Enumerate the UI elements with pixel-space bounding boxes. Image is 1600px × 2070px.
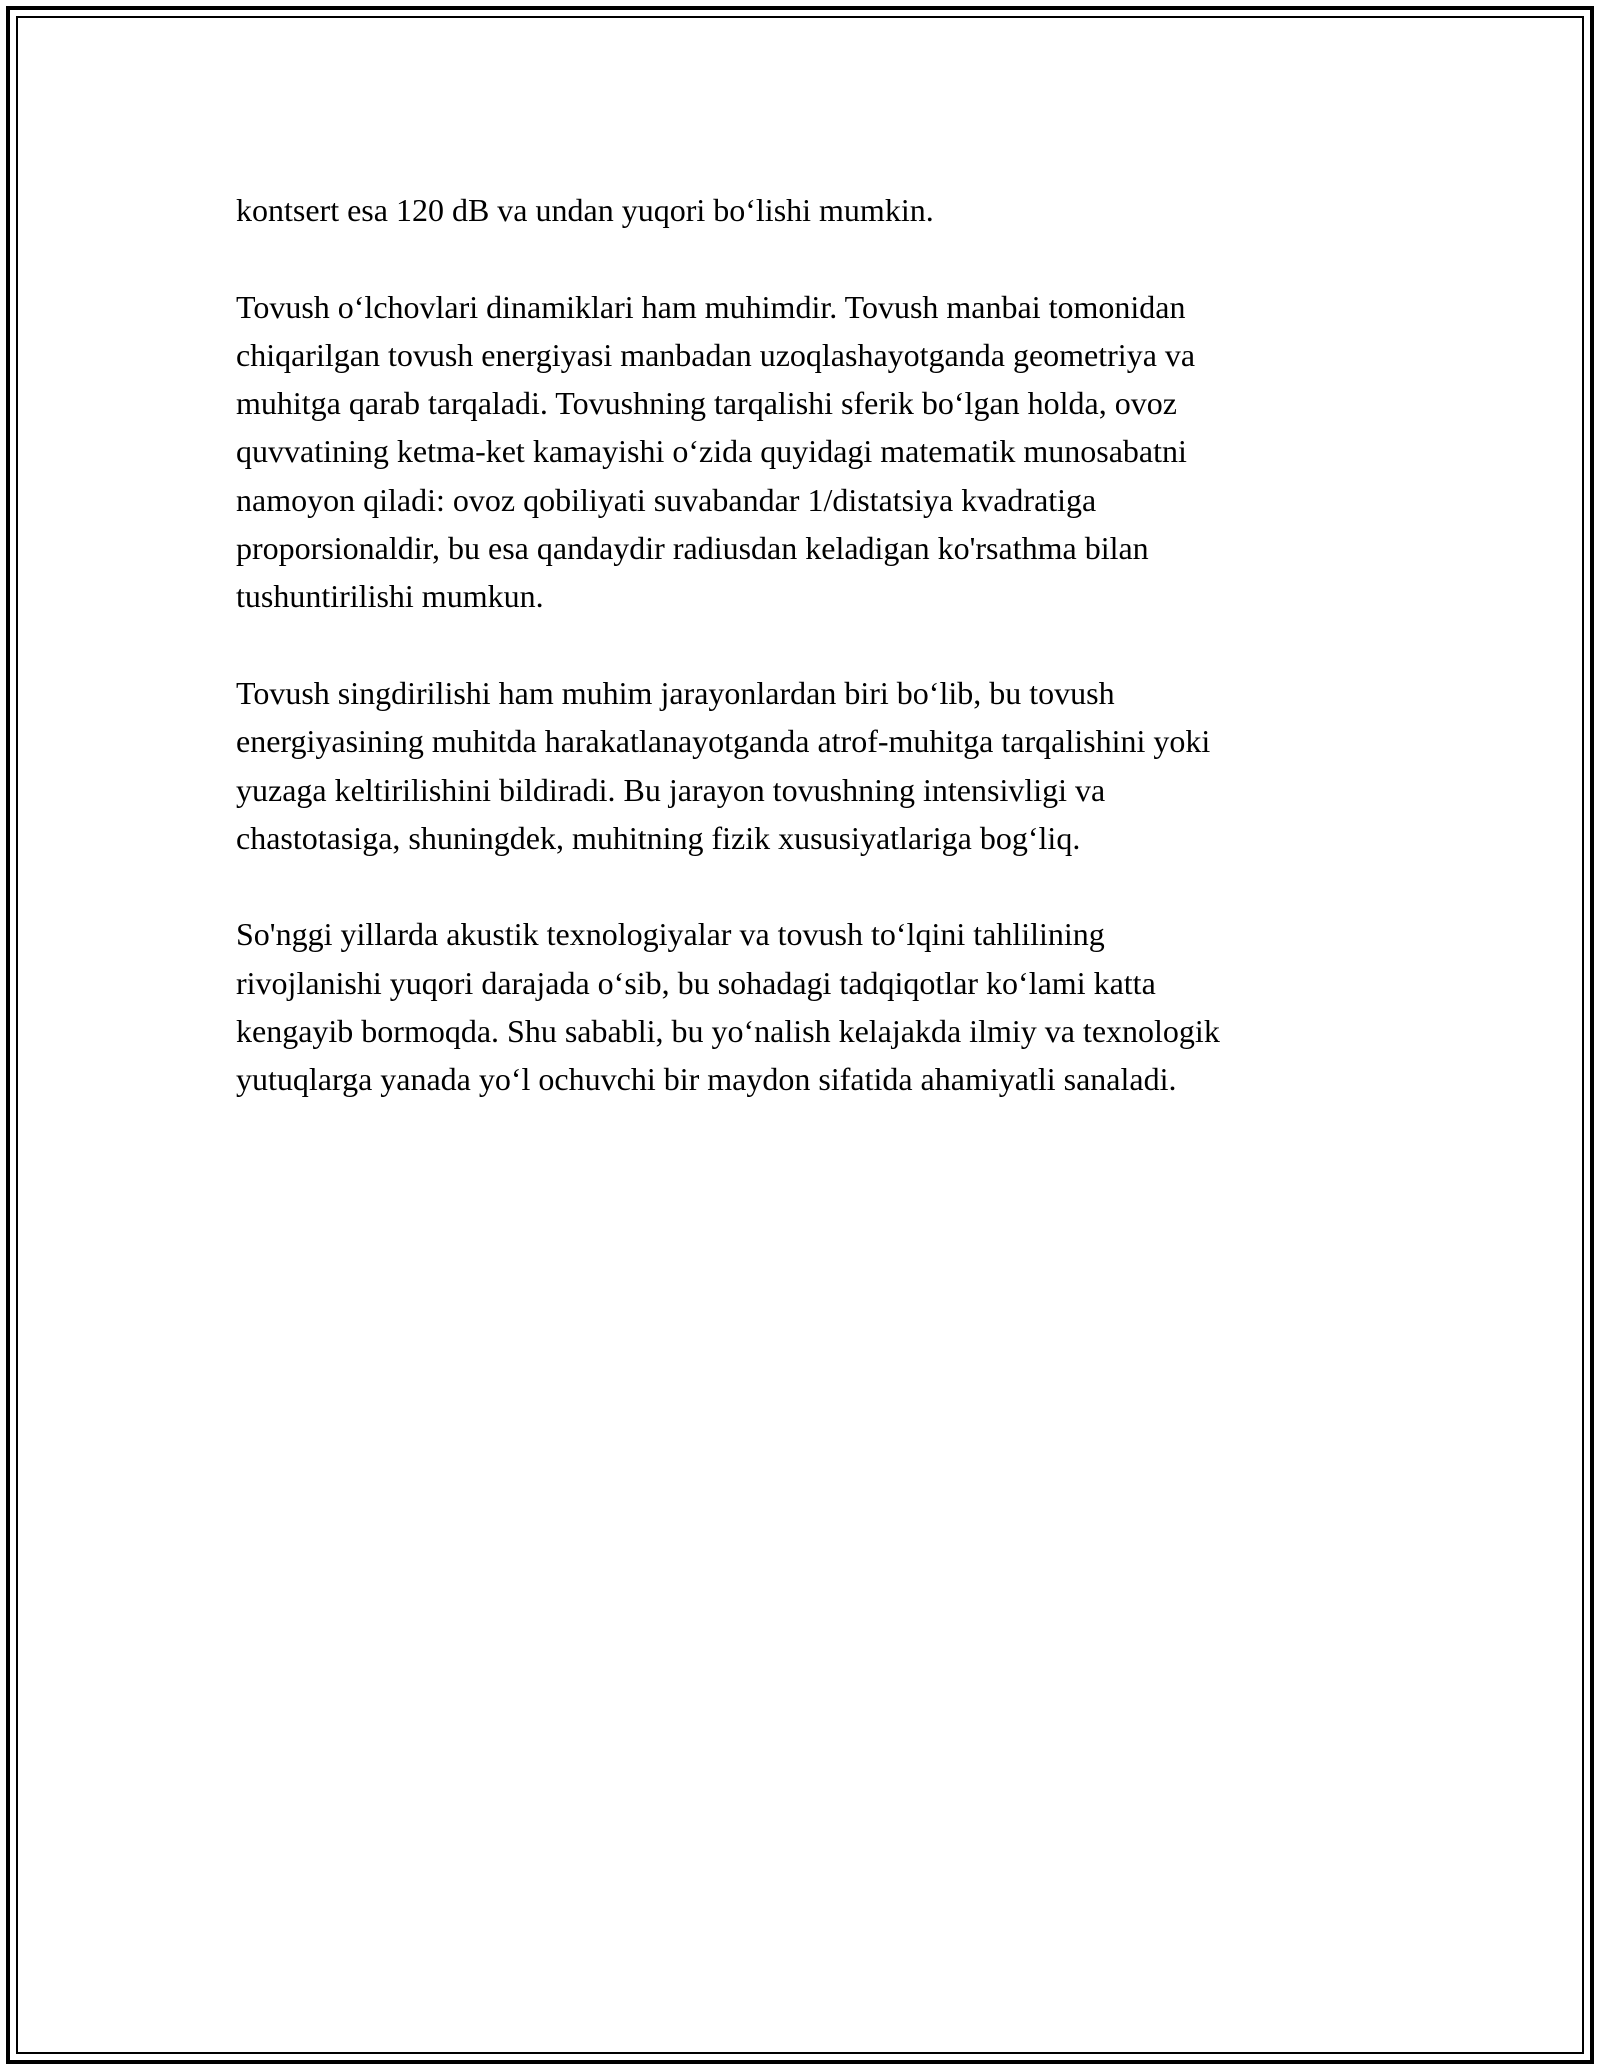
text-line: So'nggi yillarda akustik texnologiyalar va tovush to‘lqini tahlilining (236, 916, 1105, 953)
text-line: namoyon qiladi: ovoz qobiliyati suvabandar 1/distatsiya kvadratiga (236, 481, 1097, 518)
paragraph-2 (236, 283, 1386, 621)
text-line: chiqarilgan tovush energiyasi manbadan uzoqlashayotganda geometriya va (236, 336, 1196, 373)
text-line: Tovush o‘lchovlari dinamiklari ham muhimdir. Tovush manbai tomonidan (236, 288, 1186, 325)
text-line: rivojlanishi yuqori darajada o‘sib, bu sohadagi tadqiqotlar ko‘lami katta (236, 964, 1156, 1001)
text-line: tushuntirilishi mumkun. (236, 578, 544, 615)
paragraph-3 (236, 669, 1386, 862)
text-line: muhitga qarab tarqaladi. Tovushning tarqalishi sferik bo‘lgan holda, ovoz (236, 385, 1177, 422)
text-line: yutuqlarga yanada yo‘l ochuvchi bir maydon sifatida ahamiyatli sanaladi. (236, 1061, 1177, 1098)
text-line: quvvatining ketma-ket kamayishi o‘zida quyidagi matematik munosabatni (236, 433, 1187, 470)
text-line: kontsert esa 120 dB va undan yuqori bo‘lishi mumkin. (236, 192, 934, 228)
text-line: energiyasining muhitda harakatlanayotganda atrof-muhitga tarqalishini yoki (236, 723, 1211, 760)
text-line: kengayib bormoqda. Shu sababli, bu yo‘nalish kelajakda ilmiy va texnologik (236, 1013, 1220, 1050)
text-line: chastotasiga, shuningdek, muhitning fizik xususiyatlariga bog‘liq. (236, 819, 1081, 856)
paragraph-4 (236, 910, 1386, 1103)
text-line: proporsionaldir, bu esa qandaydir radiusdan keladigan ko'rsathma bilan (236, 530, 1149, 567)
paragraph-1 (236, 186, 1386, 234)
document-body (236, 186, 1386, 1152)
text-line: Tovush singdirilishi ham muhim jarayonlardan biri bo‘lib, bu tovush (236, 674, 1115, 711)
text-line: yuzaga keltirilishini bildiradi. Bu jarayon tovushning intensivligi va (236, 771, 1106, 808)
